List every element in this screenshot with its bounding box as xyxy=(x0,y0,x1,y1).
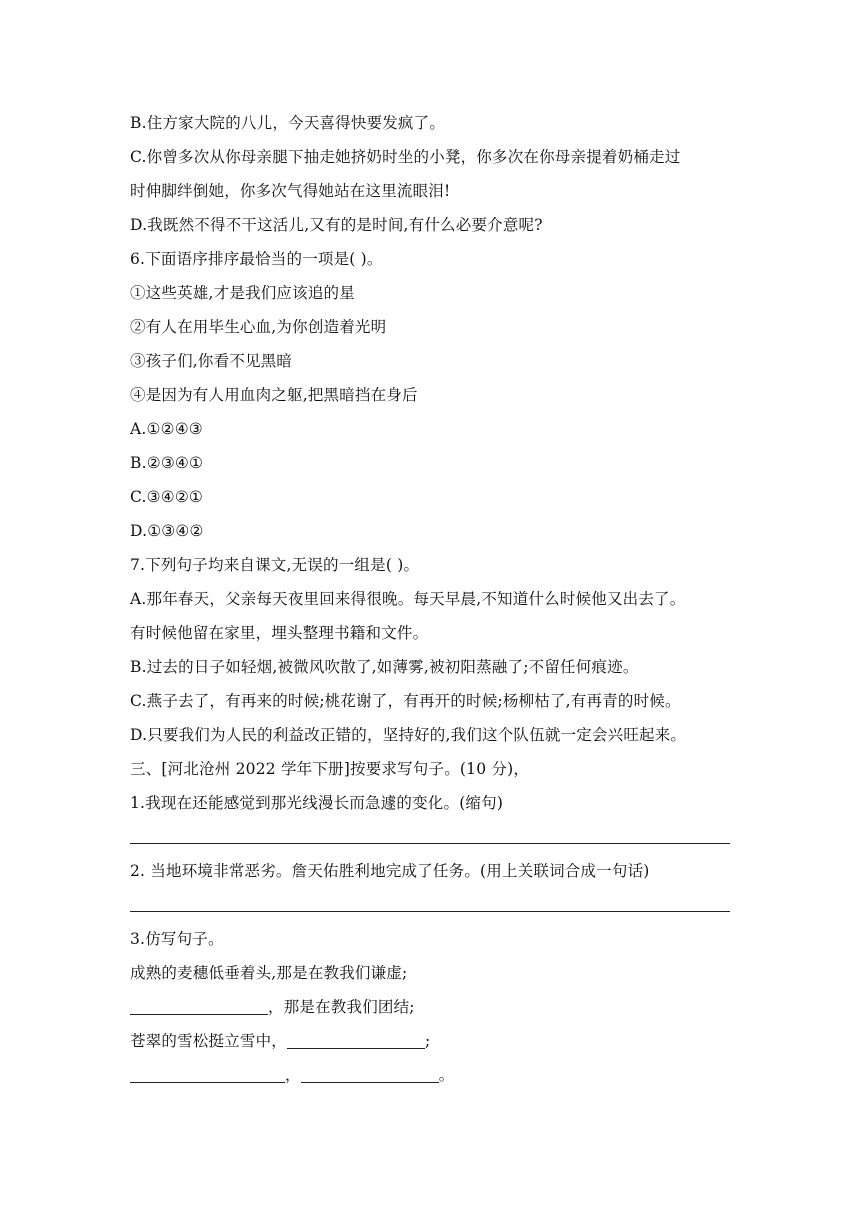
q6-option-a: A.①②④③ xyxy=(130,420,203,438)
q5-option-b: B.住方家大院的八儿，今天喜得快要发疯了。 xyxy=(130,114,446,132)
q7-option-d: D.只要我们为人民的利益改正错的，坚持好的,我们这个队伍就一定会兴旺起来。 xyxy=(130,726,687,744)
q5-option-d: D.我既然不得不干这活儿,又有的是时间,有什么必要介意呢? xyxy=(130,216,543,234)
q1-answer-line[interactable] xyxy=(130,820,740,854)
section3-q3-stem: 3.仿写句子。 xyxy=(130,930,224,948)
q6-item-3: ③孩子们,你看不见黑暗 xyxy=(130,352,293,370)
q7-option-c: C.燕子去了，有再来的时候;桃花谢了，有再开的时候;杨柳枯了,有再青的时候。 xyxy=(130,692,681,710)
q3-line4-suffix: 。 xyxy=(438,1066,455,1084)
q6-item-1: ①这些英雄,才是我们应该追的星 xyxy=(130,284,355,302)
q6-stem: 6.下面语序排序最恰当的一项是( )。 xyxy=(130,250,383,268)
q6-item-2: ②有人在用毕生心血,为你创造着光明 xyxy=(130,318,387,336)
answer-rule xyxy=(130,911,730,912)
q7-option-b: B.过去的日子如轻烟,被微风吹散了,如薄雾,被初阳蒸融了;不留任何痕迹。 xyxy=(130,658,639,676)
blank-4[interactable] xyxy=(301,1064,439,1083)
q3-line3-prefix: 苍翠的雪松挺立雪中， xyxy=(130,1032,288,1050)
q3-example: 成熟的麦穗低垂着头,那是在教我们谦虚; xyxy=(130,964,408,982)
q5-option-c-line2: 时伸脚绊倒她，你多次气得她站在这里流眼泪! xyxy=(130,182,451,200)
q3-line-4 xyxy=(130,1058,740,1092)
q3-line2-suffix: ，那是在教我们团结; xyxy=(268,998,415,1016)
q3-line3-suffix: ; xyxy=(425,1032,431,1050)
section3-q2: 2. 当地环境非常恶劣。詹天佑胜利地完成了任务。(用上关联词合成一句话) xyxy=(130,862,650,880)
q3-line-2 xyxy=(130,990,740,1024)
q3-line-3 xyxy=(130,1024,740,1058)
q5-option-c-line1: C.你曾多次从你母亲腿下抽走她挤奶时坐的小凳，你多次在你母亲提着奶桶走过 xyxy=(130,148,681,166)
section3-heading: 三、[河北沧州 2022 学年下册]按要求写句子。(10 分)， xyxy=(130,760,530,778)
q7-option-a-line1: A.那年春天，父亲每天夜里回来得很晚。每天早晨,不知道什么时候他又出去了。 xyxy=(130,590,686,608)
answer-rule xyxy=(130,843,730,844)
q7-option-a-line2: 有时候他留在家里，埋头整理书籍和文件。 xyxy=(130,624,429,642)
q6-option-d: D.①③④② xyxy=(130,522,204,540)
q6-item-4: ④是因为有人用血肉之躯,把黑暗挡在身后 xyxy=(130,386,418,404)
q6-option-b: B.②③④① xyxy=(130,454,204,472)
worksheet-page xyxy=(130,106,740,1092)
q3-line4-mid: ， xyxy=(285,1066,301,1084)
q7-stem: 7.下列句子均来自课文,无误的一组是( )。 xyxy=(130,556,420,574)
q2-answer-line[interactable] xyxy=(130,888,740,922)
blank-2[interactable] xyxy=(287,1030,425,1049)
blank-1[interactable] xyxy=(130,996,268,1015)
blank-3[interactable] xyxy=(130,1064,285,1083)
q6-option-c: C.③④②① xyxy=(130,488,204,506)
section3-q1: 1.我现在还能感觉到那光线漫长而急遽的变化。(缩句) xyxy=(130,794,504,812)
